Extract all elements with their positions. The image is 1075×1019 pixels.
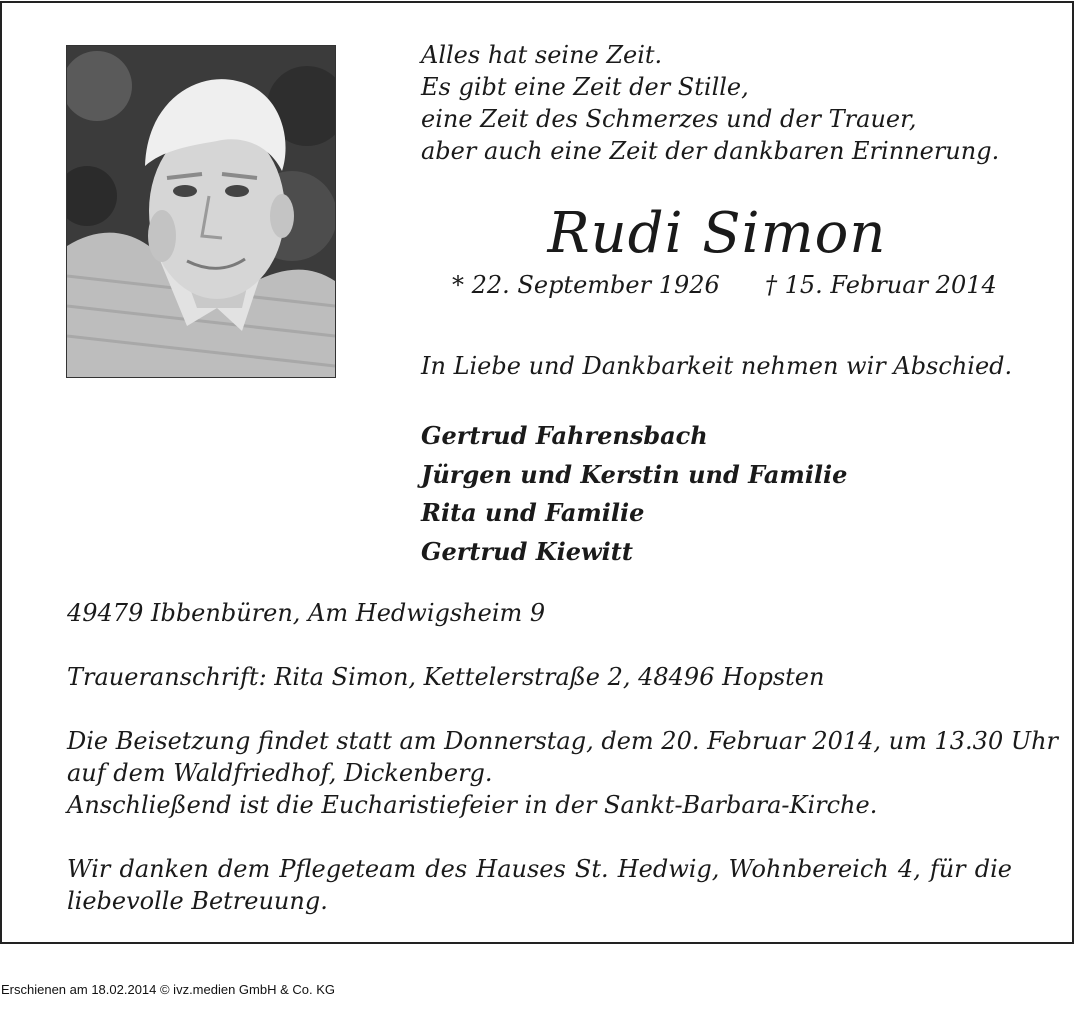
farewell-line: In Liebe und Dankbarkeit nehmen wir Abschied. xyxy=(421,352,1013,380)
funeral-details xyxy=(67,725,1059,821)
portrait-illustration xyxy=(67,46,335,377)
mourner-name: Rita und Familie xyxy=(421,498,645,527)
funeral-line: Anschließend ist die Eucharistiefeier in der Sankt-Barbara-Kirche. xyxy=(67,791,878,819)
poem-verse xyxy=(421,39,999,167)
publication-footer: Erschienen am 18.02.2014 © ivz.medien GmbH & Co. KG xyxy=(1,982,336,997)
mailing-address: Traueranschrift: Rita Simon, Kettelerstraße 2, 48496 Hopsten xyxy=(67,663,825,691)
residence-address: 49479 Ibbenbüren, Am Hedwigsheim 9 xyxy=(67,599,546,627)
thanks-note: Wir danken dem Pflegeteam des Hauses St. Hedwig, Wohnbereich 4, für die liebevolle Betreuung. xyxy=(67,855,1012,915)
birth-date: * 22. September 1926 xyxy=(452,271,720,299)
poem-line: aber auch eine Zeit der dankbaren Erinnerung. xyxy=(421,137,1000,165)
deceased-name: Rudi Simon xyxy=(547,201,887,266)
mourners-list xyxy=(421,417,847,571)
mourner-name: Gertrud Kiewitt xyxy=(421,536,633,566)
obituary-notice xyxy=(0,1,1074,944)
funeral-line: Die Beisetzung findet statt am Donnerstag, dem 20. Februar 2014, um 13.30 Uhr xyxy=(67,727,1059,755)
mourner-name: Jürgen und Kerstin und Familie xyxy=(421,459,848,489)
poem-line: eine Zeit des Schmerzes und der Trauer, xyxy=(421,105,917,133)
poem-line: Alles hat seine Zeit. xyxy=(421,41,663,69)
mourner-name: Gertrud Fahrensbach xyxy=(421,421,708,450)
death-date: † 15. Februar 2014 xyxy=(765,271,997,299)
poem-line: Es gibt eine Zeit der Stille, xyxy=(421,73,749,101)
funeral-line: auf dem Waldfriedhof, Dickenberg. xyxy=(67,759,493,787)
portrait-photo xyxy=(66,45,336,378)
